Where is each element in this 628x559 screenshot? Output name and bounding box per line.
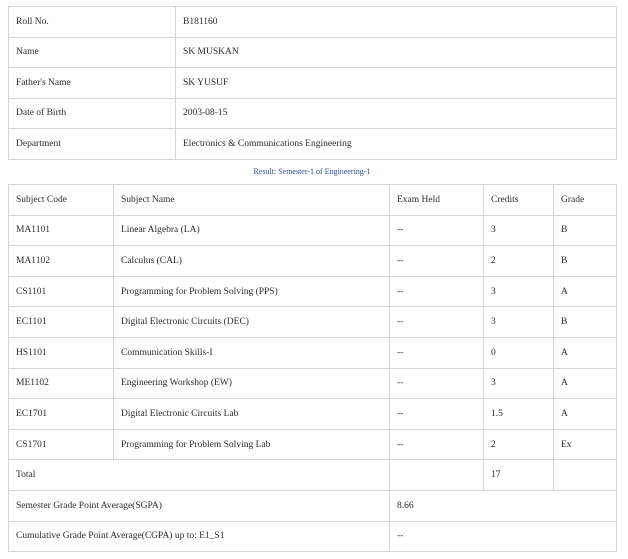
subject-row — [9, 246, 617, 277]
subject-grade: Ex — [554, 429, 617, 460]
subject-row — [9, 399, 617, 430]
subject-row — [9, 429, 617, 460]
date-of-birth-label: Date of Birth — [9, 98, 176, 129]
subject-grade: B — [554, 215, 617, 246]
header-credits: Credits — [484, 185, 554, 216]
result-caption: Result: Semester-1 of Engineering-1 — [253, 167, 371, 176]
total-grade — [554, 460, 617, 491]
student-info-table — [8, 6, 617, 160]
subject-name: Programming for Problem Solving Lab — [114, 429, 390, 460]
subject-credits: 1.5 — [484, 399, 554, 430]
name-value: SK MUSKAN — [176, 37, 617, 68]
subject-credits: 3 — [484, 307, 554, 338]
roll-no-value: B181160 — [176, 7, 617, 38]
subject-code: HS1101 — [9, 337, 114, 368]
department-value: Electronics & Communications Engineering — [176, 129, 617, 160]
subject-credits: 3 — [484, 215, 554, 246]
sgpa-row — [9, 490, 617, 521]
fathers-name-row — [9, 68, 617, 99]
subject-grade: A — [554, 276, 617, 307]
header-grade: Grade — [554, 185, 617, 216]
subject-exam-held: -- — [390, 276, 484, 307]
department-label: Department — [9, 129, 176, 160]
subject-exam-held: -- — [390, 368, 484, 399]
subject-grade: B — [554, 246, 617, 277]
subject-row — [9, 276, 617, 307]
subject-grade: A — [554, 399, 617, 430]
subject-code: ME1102 — [9, 368, 114, 399]
subject-credits: 0 — [484, 337, 554, 368]
result-body — [9, 185, 617, 552]
subject-code: EC1701 — [9, 399, 114, 430]
subject-code: CS1701 — [9, 429, 114, 460]
subject-credits: 2 — [484, 429, 554, 460]
subject-row — [9, 368, 617, 399]
name-label: Name — [9, 37, 176, 68]
subject-row — [9, 307, 617, 338]
subject-row — [9, 215, 617, 246]
subject-code: MA1102 — [9, 246, 114, 277]
header-subject-name: Subject Name — [114, 185, 390, 216]
subject-exam-held: -- — [390, 307, 484, 338]
sgpa-value: 8.66 — [390, 490, 617, 521]
subject-grade: B — [554, 307, 617, 338]
subject-credits: 3 — [484, 276, 554, 307]
subject-grade: A — [554, 337, 617, 368]
total-credits: 17 — [484, 460, 554, 491]
subject-name: Programming for Problem Solving (PPS) — [114, 276, 390, 307]
subject-credits: 2 — [484, 246, 554, 277]
header-exam-held: Exam Held — [390, 185, 484, 216]
cgpa-value: -- — [390, 521, 617, 552]
roll-no-label: Roll No. — [9, 7, 176, 38]
subject-credits: 3 — [484, 368, 554, 399]
total-label: Total — [9, 460, 390, 491]
fathers-name-value: SK YUSUF — [176, 68, 617, 99]
subject-name: Linear Algebra (LA) — [114, 215, 390, 246]
subject-exam-held: -- — [390, 429, 484, 460]
subject-name: Engineering Workshop (EW) — [114, 368, 390, 399]
fathers-name-label: Father's Name — [9, 68, 176, 99]
subject-exam-held: -- — [390, 246, 484, 277]
result-table — [8, 184, 617, 552]
result-header-row — [9, 185, 617, 216]
subject-name: Calculus (CAL) — [114, 246, 390, 277]
subject-code: MA1101 — [9, 215, 114, 246]
student-info-body — [9, 7, 617, 160]
date-of-birth-value: 2003-08-15 — [176, 98, 617, 129]
subject-grade: A — [554, 368, 617, 399]
sgpa-label: Semester Grade Point Average(SGPA) — [9, 490, 390, 521]
roll-no-row — [9, 7, 617, 38]
cgpa-label: Cumulative Grade Point Average(CGPA) up to: E1_S1 — [9, 521, 390, 552]
subject-exam-held: -- — [390, 337, 484, 368]
subject-exam-held: -- — [390, 215, 484, 246]
name-row — [9, 37, 617, 68]
department-row — [9, 129, 617, 160]
subject-code: EC1101 — [9, 307, 114, 338]
cgpa-row — [9, 521, 617, 552]
subject-exam-held: -- — [390, 399, 484, 430]
subject-code: CS1101 — [9, 276, 114, 307]
subject-name: Digital Electronic Circuits (DEC) — [114, 307, 390, 338]
header-subject-code: Subject Code — [9, 185, 114, 216]
subject-name: Communication Skills-I — [114, 337, 390, 368]
date-of-birth-row — [9, 98, 617, 129]
total-row — [9, 460, 617, 491]
subject-row — [9, 337, 617, 368]
subject-name: Digital Electronic Circuits Lab — [114, 399, 390, 430]
total-exam-held — [390, 460, 484, 491]
